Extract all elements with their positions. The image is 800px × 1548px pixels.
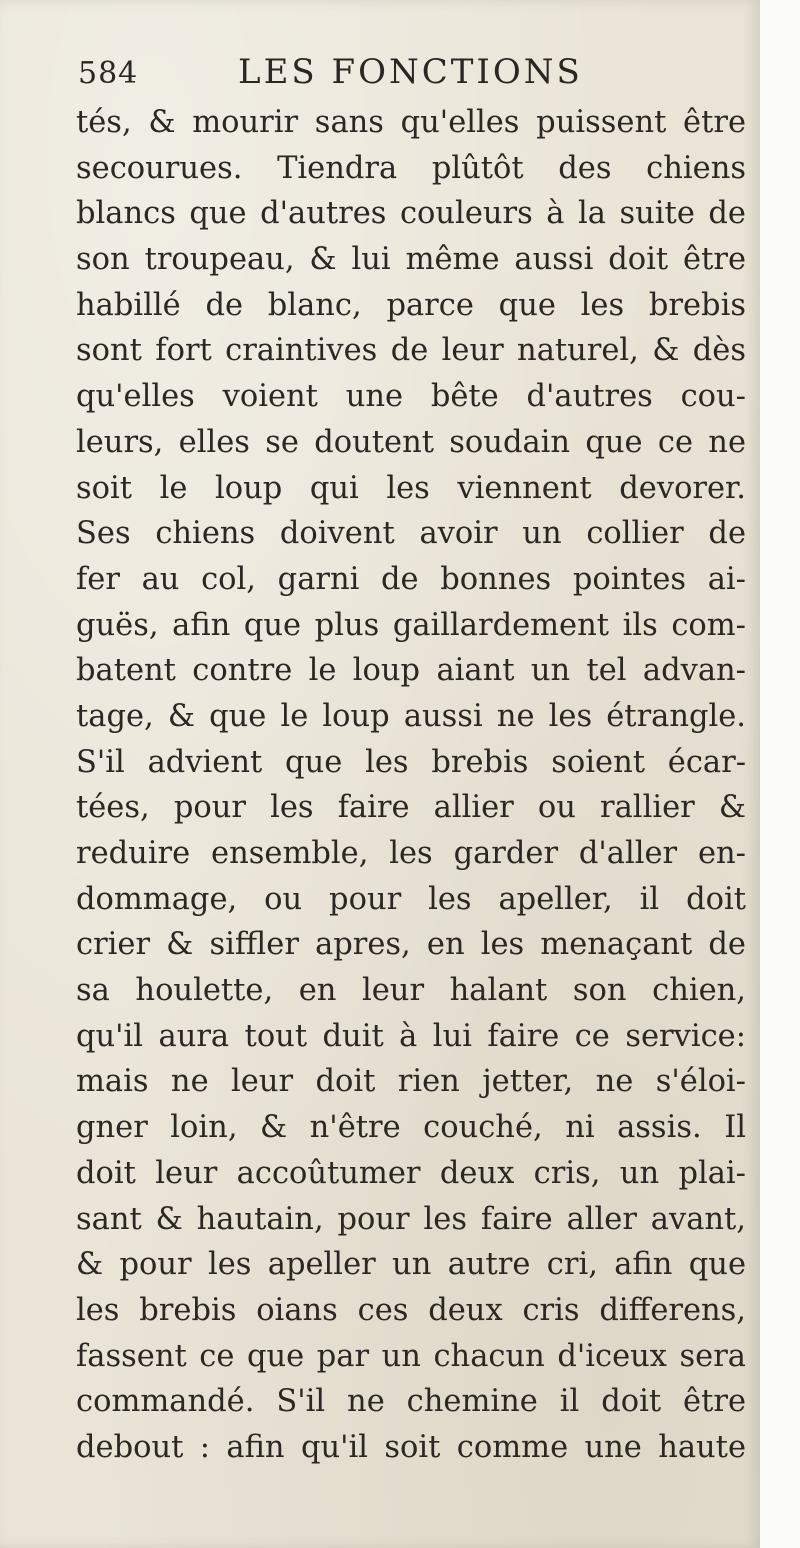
text-line: secourues. Tiendra plûtôt des chiens [76, 150, 746, 186]
text-line: fassent ce que par un chacun d'iceux sera [76, 1338, 746, 1374]
text-line: les brebis oians ces deux cris differens, [76, 1292, 746, 1328]
text-line: mais ne leur doit rien jetter, ne s'éloi- [76, 1064, 746, 1100]
text-line: dommage, ou pour les apeller, il doit [76, 881, 746, 917]
text-line: tés, & mourir sans qu'elles puissent être [76, 105, 746, 140]
body-text [76, 100, 746, 1471]
text-line: crier & siffler apres, en les menaçant de [76, 927, 746, 963]
text-line: reduire ensemble, les garder d'aller en- [76, 836, 746, 871]
text-line: Ses chiens doivent avoir un collier de [76, 516, 746, 552]
text-line: sont fort craintives de leur naturel, & dès [76, 333, 746, 369]
text-line: S'il advient que les brebis soient écar- [76, 744, 746, 780]
page-header [78, 48, 738, 102]
text-line: habillé de blanc, parce que les brebis [76, 287, 746, 323]
text-line: guës, afin que plus gaillardement ils com- [76, 607, 746, 643]
text-line: leurs, elles se doutent soudain que ce ne [76, 424, 746, 460]
text-line: fer au col, garni de bonnes pointes ai- [76, 561, 746, 597]
text-line: debout : afin qu'il soit comme une haute [76, 1429, 746, 1465]
text-line: commandé. S'il ne chemine il doit être [76, 1384, 746, 1420]
scan-margin [760, 0, 800, 1548]
running-title: LES FONCTIONS [238, 52, 583, 92]
text-line: tage, & que le loup aussi ne les étrangle. [76, 698, 746, 734]
text-line: qu'elles voient une bête d'autres cou- [76, 379, 746, 415]
text-line: sant & hautain, pour les faire aller avant, [76, 1201, 746, 1237]
text-line: tées, pour les faire allier ou rallier & [76, 790, 746, 826]
page-number: 584 [78, 56, 139, 91]
text-line: qu'il aura tout duit à lui faire ce service: [76, 1018, 746, 1054]
text-line: batent contre le loup aiant un tel advan- [76, 653, 746, 689]
text-line: son troupeau, & lui même aussi doit être [76, 242, 746, 278]
text-line: soit le loup qui les viennent devorer. [76, 470, 746, 506]
text-line: gner loin, & n'être couché, ni assis. Il [76, 1110, 746, 1146]
text-line: & pour les apeller un autre cri, afin que [76, 1247, 746, 1283]
text-line: sa houlette, en leur halant son chien, [76, 973, 746, 1009]
text-line: doit leur accoûtumer deux cris, un plai- [76, 1155, 746, 1191]
text-line: blancs que d'autres couleurs à la suite de [76, 196, 746, 232]
